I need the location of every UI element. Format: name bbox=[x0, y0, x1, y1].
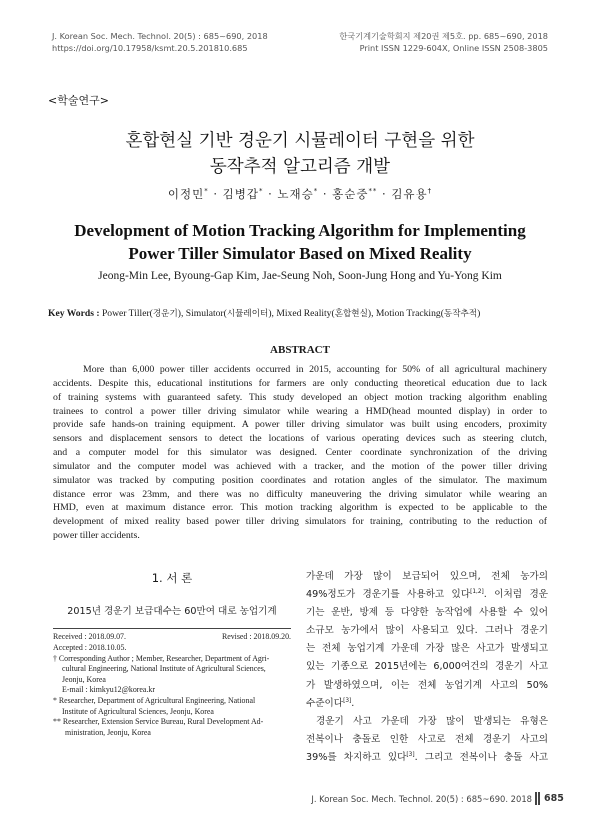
body-line: 39%를 차지하고 있다[3]. 그리고 전복이나 충돌 사고 bbox=[306, 751, 548, 763]
author-ko-1: 이정민 bbox=[167, 187, 205, 201]
citation-ref: [3] bbox=[343, 697, 352, 704]
footer-citation: J. Korean Soc. Mech. Technol. 20(5) : 685~690. 2018 bbox=[311, 794, 532, 804]
authors-korean bbox=[0, 186, 600, 202]
title-english-line-2: Power Tiller Simulator Based on Mixed Reality bbox=[128, 244, 472, 263]
keyword-3: Mixed Reality(혼합현실) bbox=[276, 308, 372, 319]
title-korean-line-2: 동작추적 알고리즘 개발 bbox=[209, 157, 391, 177]
abstract-line: of training systems with guaranteed safety. This study developed an object motion tracking algorithm enabling bbox=[53, 391, 547, 403]
abstract-body bbox=[53, 363, 547, 543]
body-line: 기는 운반, 방제 등 다양한 농작업에 사용할 수 있어 bbox=[306, 607, 548, 619]
header-journal-ko: 한국기계기술학회지 제20권 제5호. pp. 685~690, 2018 bbox=[339, 31, 548, 41]
author-separator: · bbox=[318, 187, 333, 201]
intro-right-column bbox=[306, 568, 548, 767]
body-line: 경운기 사고 가운데 가장 많이 발생되는 유형은 bbox=[316, 715, 548, 727]
author-separator: · bbox=[208, 187, 223, 201]
abstract-line: simulator was tracked by computing position coordinates and rotation angles of the simulator. The maximum bbox=[53, 474, 547, 486]
title-english-line-1: Development of Motion Tracking Algorithm for Implementing bbox=[74, 221, 526, 240]
abstract-line: power tiller accidents. bbox=[53, 530, 140, 542]
abstract-line: sensors and displacement sensors to detect the locations of various operating devices such as steering clutch, bbox=[53, 433, 547, 445]
page-number: 685 bbox=[544, 793, 564, 804]
author-ko-3: 노재승 bbox=[277, 187, 314, 201]
title-korean-line-1: 혼합현실 기반 경운기 시뮬레이터 구현을 위한 bbox=[125, 131, 475, 151]
body-line: 는 전체 농업기계 가운데 가장 많은 사고가 발생되고 bbox=[306, 643, 548, 655]
author-ko-3-mark: * bbox=[313, 187, 319, 196]
abstract-line: accidents. Despite this, educational institutions for farmers are only conducting theoretical education due to lack bbox=[53, 377, 547, 389]
footnote-corresponding: † Corresponding Author ; Member, Researcher, Department of Agri- cultural Engineering, National Institute of Agricultural Sciences, Jeonju, Korea E-mail : kimkyu12@korea.kr bbox=[53, 654, 291, 696]
intro-left-paragraph: 2015년 경운기 보급대수는 60만여 대로 농업기계 bbox=[67, 606, 277, 617]
citation-ref: [3] bbox=[406, 751, 415, 758]
keywords: Key Words : Power Tiller(경운기), Simulator(시뮬레이터), Mixed Reality(혼합현실), Motion Tracking(동작추적) bbox=[48, 308, 481, 319]
corresponding-email: E-mail : kimkyu12@korea.kr bbox=[62, 685, 155, 695]
abstract-line: HMD, even at maximum distance error. This motion tracking algorithm is expected to be applicable to the bbox=[53, 502, 547, 514]
section-tag: <학술연구> bbox=[48, 94, 109, 107]
abstract-line: provide safe hands-on training equipment. A power tiller driving simulator was built using encoders, proximity bbox=[53, 419, 547, 431]
citation-ref: [1,2] bbox=[470, 588, 484, 595]
keyword-4: Motion Tracking(동작추적) bbox=[375, 308, 481, 319]
title-english bbox=[0, 219, 600, 265]
abstract-line: simulator and the computer model was achieved with a tracker, and the motion of the power tiller driving bbox=[53, 460, 547, 472]
footnote-researcher: * Researcher, Department of Agricultural Engineering, National Institute of Agricultural Sciences, Jeonju, Korea bbox=[53, 695, 256, 716]
title-korean bbox=[0, 128, 600, 180]
authors-english: Jeong-Min Lee, Byoung-Gap Kim, Jae-Seung Noh, Soon-Jung Hong and Yu-Yong Kim bbox=[98, 270, 502, 282]
author-ko-1-mark: * bbox=[204, 187, 209, 196]
abstract-line: More than 6,000 power tiller accidents occurred in 2015, accounting for 50% of all agricultural machinery bbox=[83, 364, 547, 375]
body-line: 전복이나 충돌로 인한 사고로 전체 경운기 사고의 bbox=[306, 733, 548, 745]
header-journal: J. Korean Soc. Mech. Technol. 20(5) : 685~690, 2018 bbox=[52, 31, 268, 41]
footnotes bbox=[53, 632, 291, 738]
author-ko-5-mark: † bbox=[427, 187, 433, 196]
body-line: 가 발생하였으며, 이는 전체 농업기계 사고의 50% bbox=[306, 679, 548, 691]
abstract-heading: ABSTRACT bbox=[270, 344, 330, 356]
author-separator: · bbox=[263, 187, 278, 201]
body-line: 수준이다[3]. bbox=[306, 697, 355, 709]
keyword-1: Power Tiller(경운기) bbox=[101, 308, 181, 319]
footer-divider bbox=[538, 792, 540, 805]
footnote-extension: ** Researcher, Extension Service Bureau, Rural Development Ad- ministration, Jeonju, Korea bbox=[53, 717, 264, 737]
header-doi: https://doi.org/10.17958/ksmt.20.5.201810.685 bbox=[52, 43, 248, 53]
author-ko-2: 김병갑 bbox=[222, 187, 259, 201]
body-line: 49%정도가 경운기를 사용하고 있다[1,2]. 이처럼 경운 bbox=[306, 588, 548, 601]
section-heading-introduction: 1. 서 론 bbox=[151, 571, 193, 585]
accepted-date: Accepted : 2018.10.05. bbox=[53, 643, 127, 652]
body-line: 가운데 가장 많이 보급되어 있으며, 전체 농가의 bbox=[306, 571, 548, 582]
body-line: 있는 기종으로 2015년에는 6,000여건의 경운기 사고 bbox=[306, 661, 548, 673]
abstract-line: trainees to control a power tiller driving simulator while wearing a HMD(head mounted display) in order to bbox=[53, 405, 547, 417]
author-ko-4-mark: ** bbox=[368, 187, 378, 196]
footnote-dates-row bbox=[53, 632, 291, 643]
author-ko-5: 김유용 bbox=[391, 187, 428, 201]
received-date: Received : 2018.09.07. bbox=[53, 632, 126, 641]
author-ko-2-mark: * bbox=[258, 187, 264, 196]
abstract-line: and a computer model for this simulator was designed. Center coordinate synchronization of the driving bbox=[53, 447, 547, 459]
abstract-line: development of mixed reality based power tiller driving simulators for training, contributing to the reduction of bbox=[53, 516, 547, 528]
footnote-rule bbox=[53, 628, 291, 629]
author-ko-4: 홍순중 bbox=[332, 187, 369, 201]
footer-divider bbox=[535, 792, 537, 805]
keyword-2: Simulator(시뮬레이터) bbox=[185, 308, 272, 319]
author-separator: · bbox=[377, 187, 392, 201]
header-issn: Print ISSN 1229-604X, Online ISSN 2508-3805 bbox=[359, 43, 548, 53]
abstract-line: distance error was 23mm, and there was no difficulty maneuvering the driving simulator while wearing an bbox=[53, 488, 547, 500]
keywords-label: Key Words : bbox=[48, 308, 102, 319]
revised-date: Revised : 2018.09.20. bbox=[221, 632, 291, 641]
body-line: 소규모 농가에서 많이 사용되고 있다. 그러나 경운기 bbox=[306, 625, 548, 637]
